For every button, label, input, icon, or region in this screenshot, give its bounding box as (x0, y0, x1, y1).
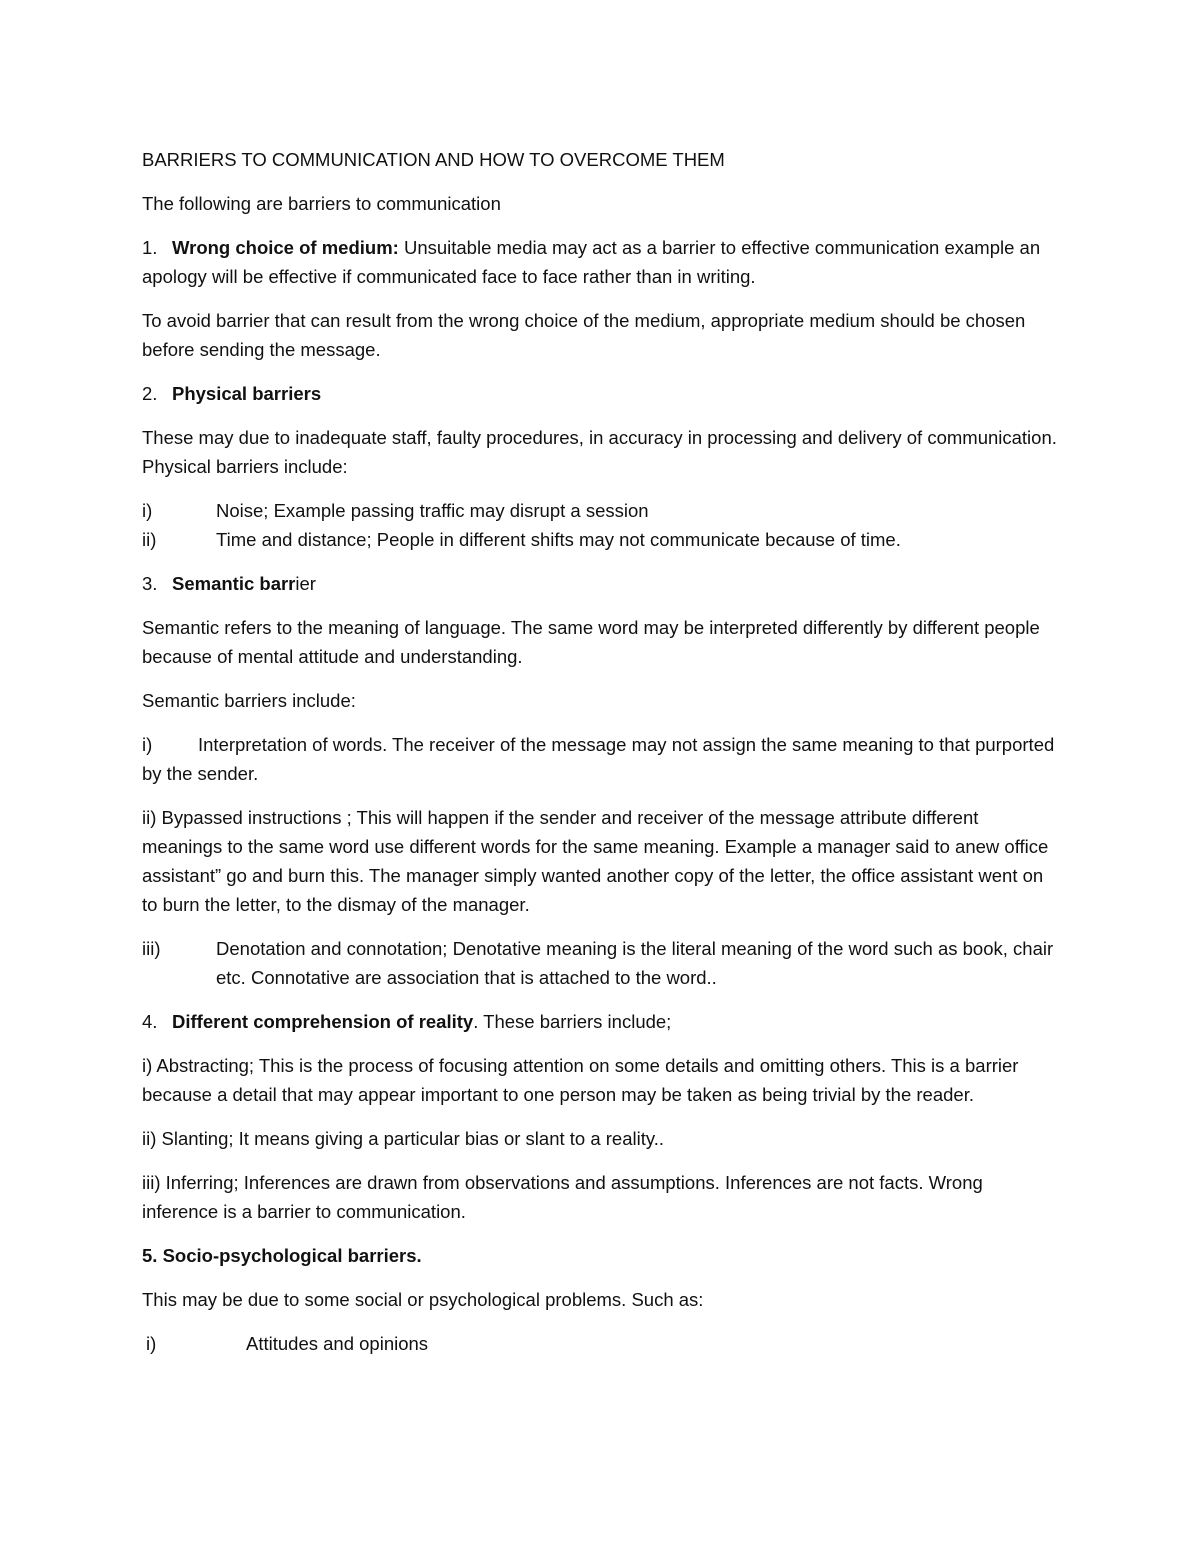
section-3-paragraph: Semantic refers to the meaning of language. The same word may be interpreted differently by different people because of mental attitude and understanding. (142, 617, 1040, 667)
section-3-item-2: ii) Bypassed instructions ; This will happen if the sender and receiver of the message attribute different meanings to the same word use different words for the same meaning. Example a manager said to anew office assistant” go and burn this. The manager simply wanted another copy of the letter, the office assistant went on to burn the letter, to the dismay of the manager. (142, 807, 1049, 915)
list-item (142, 525, 1062, 554)
section-1-advice: To avoid barrier that can result from the wrong choice of the medium, appropriate medium should be chosen before sending the message. (142, 310, 1026, 360)
section-3-include: Semantic barriers include: (142, 690, 356, 711)
section-4-heading: Different comprehension of reality (172, 1011, 474, 1032)
intro-text: The following are barriers to communication (142, 193, 501, 214)
list-item-text: Interpretation of words. The receiver of the message may not assign the same meaning to that purported by the sender. (142, 734, 1055, 784)
section-4-number: 4. (142, 1011, 158, 1032)
section-2-paragraph: These may due to inadequate staff, faulty procedures, in accuracy in processing and delivery of communication. Physical barriers include: (142, 427, 1057, 477)
section-3-heading: Semantic barr (172, 573, 296, 594)
section-4-item-c: iii) Inferring; Inferences are drawn from observations and assumptions. Inferences are not facts. Wrong inference is a barrier to communication. (142, 1172, 983, 1222)
section-3-heading-rest: ier (295, 573, 316, 594)
section-2-number: 2. (142, 383, 158, 404)
list-item-text: Denotation and connotation; Denotative meaning is the literal meaning of the word such as book, chair etc. Connotative are association that is attached to the word.. (216, 938, 1054, 988)
list-item-number: i) (142, 734, 153, 755)
section-2-heading: Physical barriers (172, 383, 322, 404)
list-item-number: iii) (142, 938, 161, 959)
document-page (142, 145, 1062, 1358)
list-item-text: Attitudes and opinions (246, 1333, 429, 1354)
section-4-item-a: i) Abstracting; This is the process of focusing attention on some details and omitting others. This is a barrier because a detail that may appear important to one person may be taken as being trivial by the reader. (142, 1055, 1019, 1105)
section-5-item (146, 1329, 1062, 1358)
section-2-list (142, 496, 1062, 554)
section-2-heading-line (142, 379, 1062, 408)
section-3-heading-line (142, 569, 1062, 598)
list-item-number: i) (142, 500, 153, 521)
section-1-heading: Wrong choice of medium: (172, 237, 399, 258)
list-item-text: Time and distance; People in different shifts may not communicate because of time. (216, 529, 901, 550)
section-4-heading-line (142, 1007, 1062, 1036)
list-item-text: Noise; Example passing traffic may disrupt a session (216, 500, 649, 521)
section-1-text: Unsuitable media may act as a barrier to effective communication example an apology will be effective if communicated face to face rather than in writing. (142, 237, 1041, 287)
section-1-number: 1. (142, 237, 158, 258)
document-title: BARRIERS TO COMMUNICATION AND HOW TO OVERCOME THEM (142, 149, 725, 170)
section-5-paragraph: This may be due to some social or psychological problems. Such as: (142, 1289, 704, 1310)
list-item-number: i) (146, 1333, 157, 1354)
section-4-item-b: ii) Slanting; It means giving a particular bias or slant to a reality.. (142, 1128, 665, 1149)
section-3-item-3 (142, 934, 1062, 992)
section-3-number: 3. (142, 573, 158, 594)
list-item (142, 496, 1062, 525)
section-4-text: . These barriers include; (473, 1011, 672, 1032)
section-5-heading: 5. Socio-psychological barriers. (142, 1245, 422, 1266)
section-3-item-1 (142, 730, 1062, 788)
section-1-paragraph (142, 233, 1062, 291)
list-item-number: ii) (142, 529, 157, 550)
